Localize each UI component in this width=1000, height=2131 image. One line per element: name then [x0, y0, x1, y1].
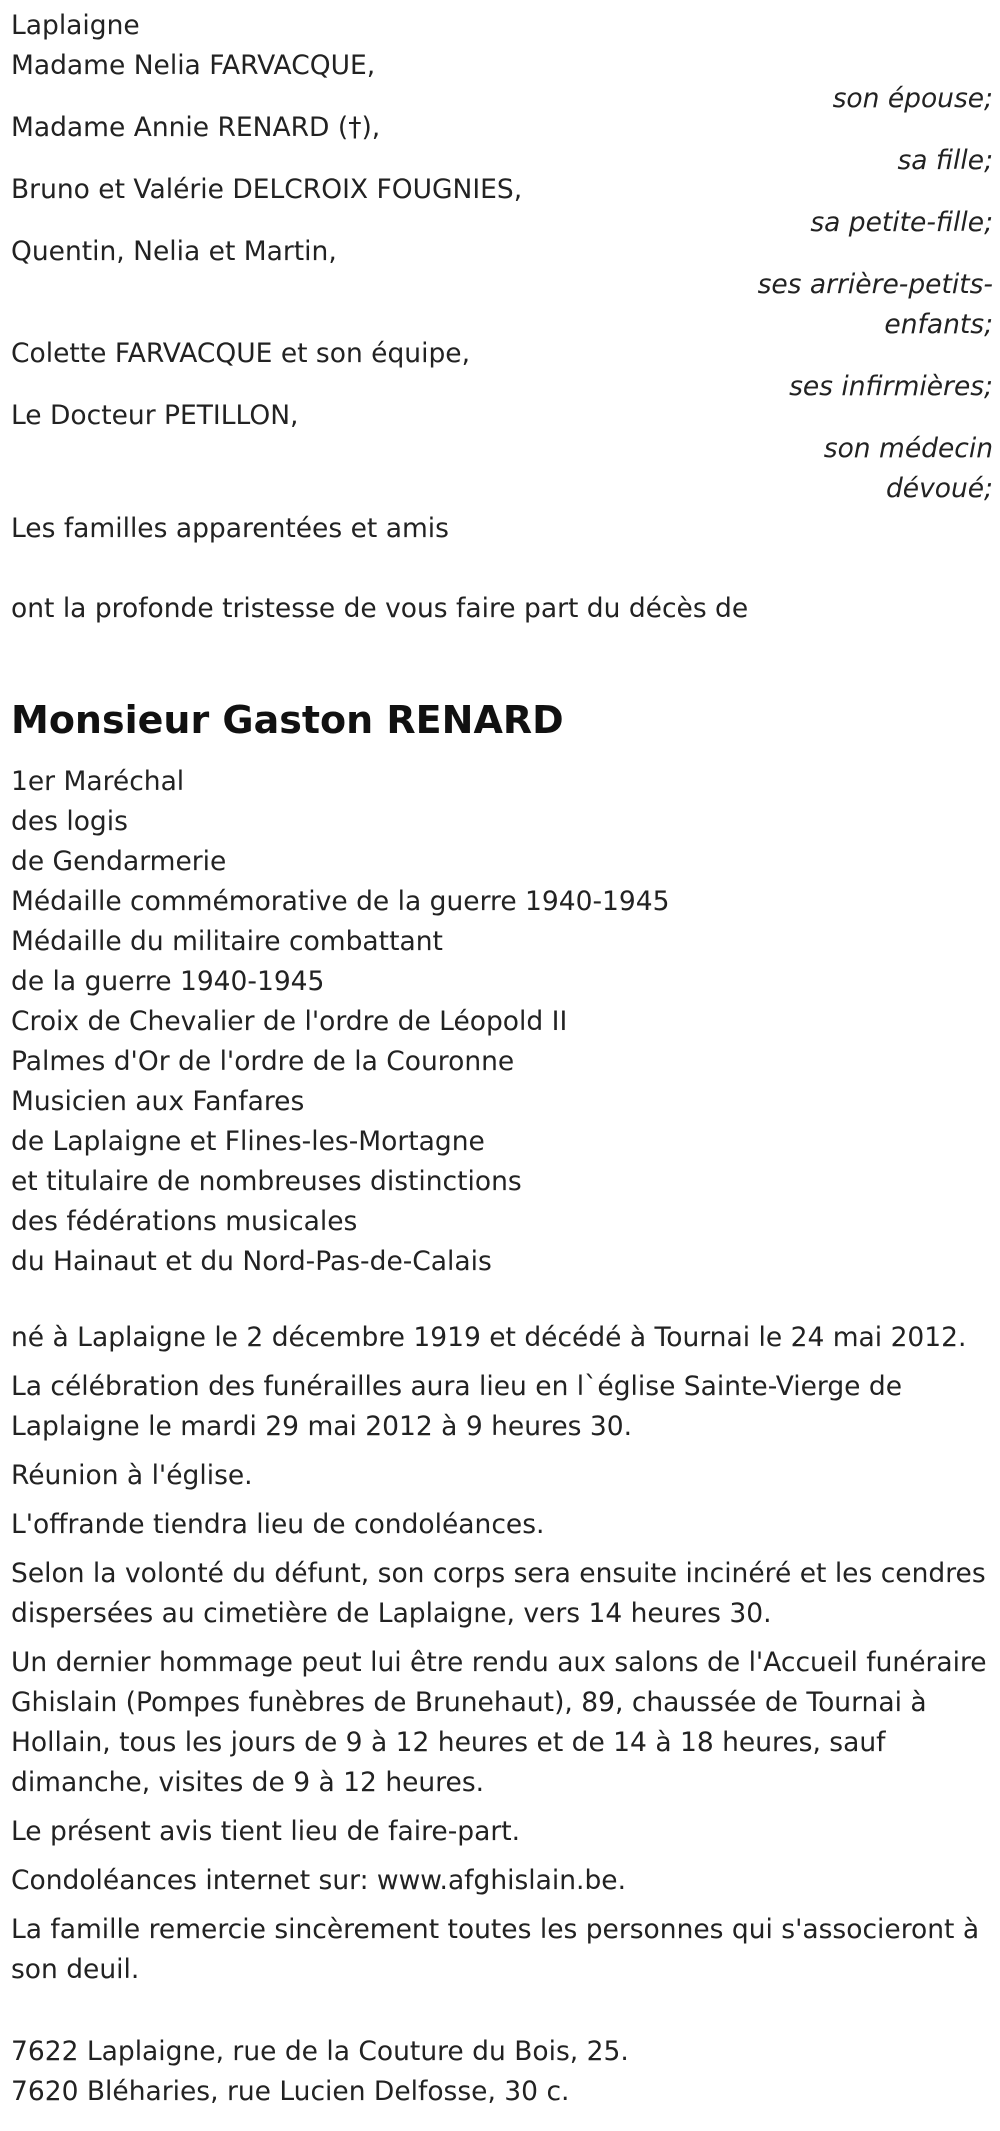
offering-line: L'offrande tiendra lieu de condoléances. [11, 1509, 545, 1540]
honor-line: Palmes d'Or de l'ordre de la Couronne [11, 1046, 515, 1077]
ceremony-paragraph: La célébration des funérailles aura lieu en l`église Sainte-Vierge de Laplaigne le mardi 29 mai 2012 à 9 heures 30. [11, 1371, 903, 1442]
family-member-relation: son médecin dévoué; [823, 433, 993, 504]
location-line: Laplaigne [11, 10, 140, 41]
condolences-line: Condoléances internet sur: www.afghislain.be. [11, 1865, 627, 1896]
family-member-name: Madame Annie RENARD (†), [11, 112, 381, 143]
family-member-name: Le Docteur PETILLON, [11, 400, 299, 431]
thanks-paragraph: La famille remercie sincèrement toutes les personnes qui s'associeront à son deuil. [11, 1914, 980, 1985]
honor-line: Musicien aux Fanfares [11, 1086, 305, 1117]
family-member-name: Colette FARVACQUE et son équipe, [11, 338, 471, 369]
honor-line: et titulaire de nombreuses distinctions [11, 1166, 522, 1197]
relatives-line: Les familles apparentées et amis [11, 513, 449, 544]
family-member-name: Bruno et Valérie DELCROIX FOUGNIES, [11, 174, 523, 205]
family-member-relation: ses infirmières; [789, 371, 993, 402]
addresses-section [11, 2032, 993, 2112]
honor-line: Médaille du militaire combattant [11, 926, 443, 957]
honor-line: de la guerre 1940-1945 [11, 966, 325, 997]
family-member-name: Quentin, Nelia et Martin, [11, 236, 337, 267]
deceased-name: Monsieur Gaston RENARD [11, 698, 564, 743]
honor-line: Croix de Chevalier de l'ordre de Léopold II [11, 1006, 568, 1037]
honor-line: Médaille commémorative de la guerre 1940-1945 [11, 886, 670, 917]
honor-line: de Laplaigne et Flines-les-Mortagne [11, 1126, 485, 1157]
family-member-relation: son épouse; [832, 83, 993, 114]
cremation-paragraph: Selon la volonté du défunt, son corps sera ensuite inciné​ré et les cendres dispersées au cimetière de Laplaigne, vers 14 heures 30. [11, 1558, 986, 1629]
honor-line: des fédérations musicales [11, 1206, 358, 1237]
birth-death-line: né à Laplaigne le 2 décembre 1919 et décédé à Tournai le 24 mai 2012. [11, 1322, 967, 1353]
family-member-name: Madame Nelia FARVACQUE, [11, 50, 376, 81]
address-line: 7622 Laplaigne, rue de la Couture du Bois, 25. [11, 2036, 629, 2067]
family-member-relation: sa petite-fille; [810, 207, 993, 238]
notice-line: Le présent avis tient lieu de faire-part. [11, 1816, 521, 1847]
honor-line: 1er Maréchal [11, 766, 185, 797]
family-member-relation: ses arrière-petits-enfants; [757, 269, 993, 340]
honor-line: du Hainaut et du Nord-Pas-de-Calais [11, 1246, 492, 1277]
meeting-line: Réunion à l'église. [11, 1460, 253, 1491]
honor-line: des logis [11, 806, 128, 837]
honors-list [11, 762, 670, 1282]
address-line: 7620 Bléharies, rue Lucien Delfosse, 30 c. [11, 2076, 570, 2107]
details-section [11, 1318, 993, 1990]
tribute-paragraph: Un dernier hommage peut lui être rendu aux salons de l'Accueil funéraire Ghislain (Pompes funèbres de Brunehaut), 89, chaussée de Tournai à Hollain, tous les jours de 9 à 12 heures et de 14 à 18 heures, sauf dimanche, visites de 9 à 12 heures. [11, 1647, 987, 1798]
honor-line: de Gendarmerie [11, 846, 227, 877]
announcement-line: ont la profonde tristesse de vous faire part du décès de [11, 593, 749, 624]
family-member-relation: sa fille; [897, 145, 993, 176]
